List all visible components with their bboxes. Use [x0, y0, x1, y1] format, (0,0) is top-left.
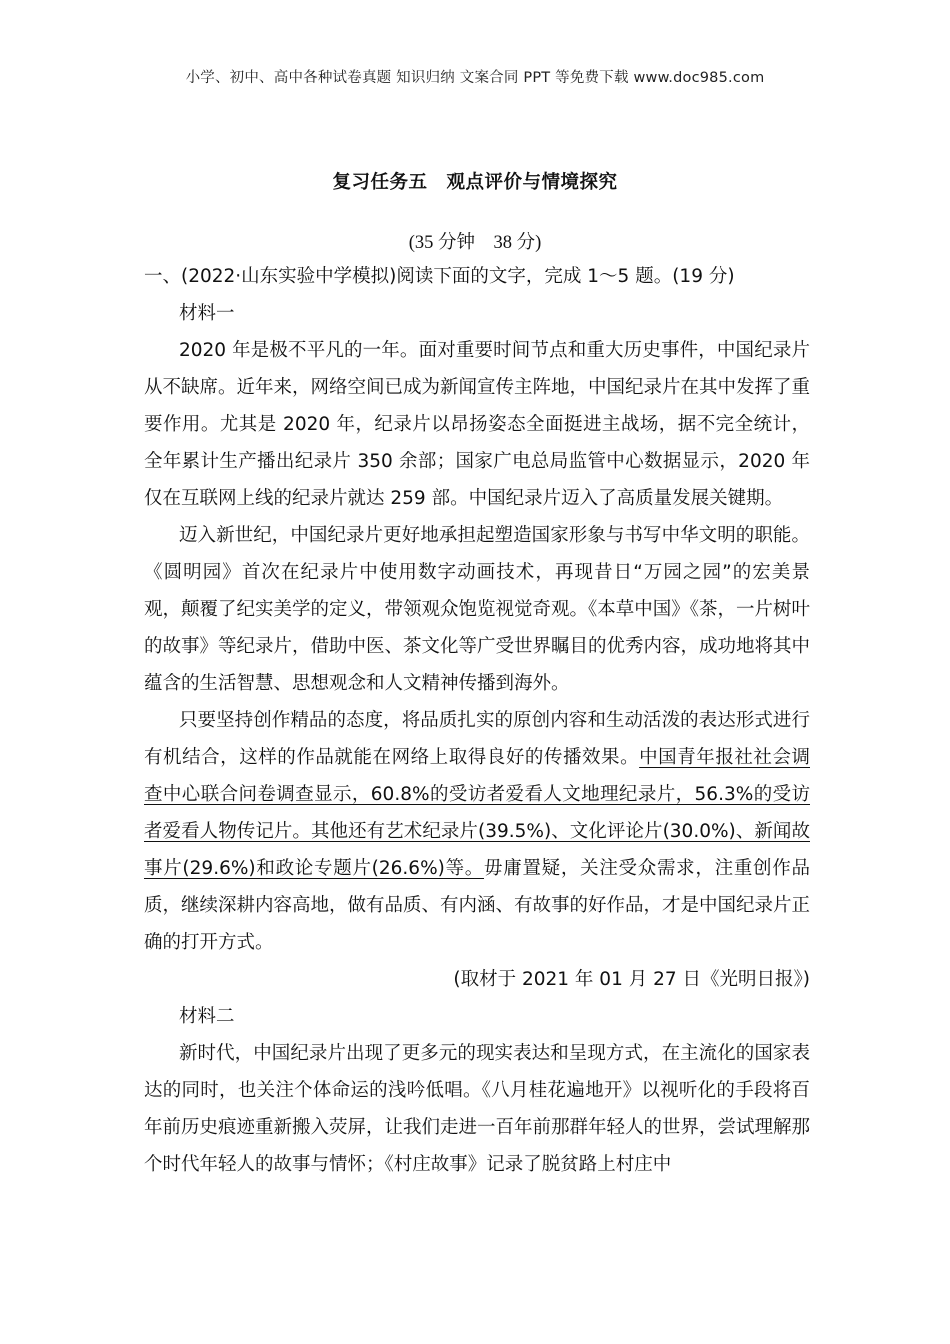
material1-paragraph-3-start: 只要坚持创作精品的态度，将品质扎实的原创内容和生动活泼的表达形式进行有机结合，这样的作品就能在网络上取得良好的传播效果。	[144, 710, 810, 768]
page-title: 复习任务五 观点评价与情境探究	[332, 172, 618, 193]
material1-paragraph-1: 2020 年是极不平凡的一年。面对重要时间节点和重大历史事件，中国纪录片从不缺席。近年来，网络空间已成为新闻宣传主阵地，中国纪录片在其中发挥了重要作用。尤其是 2020 年，纪录片以昂扬姿态全面挺进主战场，据不完全统计，全年累计生产播出纪录片 350 余部；国家广电总局监管中心数据显示，2020 年仅在互联网上线的纪录片就达 259 部。中国纪录片迈入了高质量发展关键期。	[144, 340, 811, 509]
body-text	[144, 258, 810, 1183]
time-score: (35 分钟 38 分)	[408, 233, 542, 253]
material1-label: 材料一	[179, 303, 235, 324]
material1-paragraph-3-end: 毋庸置疑，关注受众需求，注重创作品质，继续深耕内容高地，做有品质、有内涵、有故事的好作品，才是中国纪录片正确的打开方式。	[144, 858, 811, 953]
question-instruction: 一、(2022·山东实验中学模拟)阅读下面的文字，完成 1～5 题。(19 分)	[144, 266, 735, 287]
material1-source: (取材于 2021 年 01 月 27 日《光明日报》)	[453, 969, 810, 990]
material2-label: 材料二	[179, 1006, 235, 1027]
material2-paragraph-1: 新时代，中国纪录片出现了更多元的现实表达和呈现方式，在主流化的国家表达的同时，也关注个体命运的浅吟低唱。《八月桂花遍地开》以视听化的手段将百年前历史痕迹重新搬入荧屏，让我们走进一百年前那群年轻人的世界，尝试理解那个时代年轻人的故事与情怀；《村庄故事》记录了脱贫路上村庄中	[144, 1043, 811, 1175]
header-note: 小学、初中、高中各种试卷真题 知识归纳 文案合同 PPT 等免费下载 www.doc985.com	[185, 70, 765, 86]
material1-paragraph-2: 迈入新世纪，中国纪录片更好地承担起塑造国家形象与书写中华文明的职能。《圆明园》首次在纪录片中使用数字动画技术，再现昔日“万园之园”的宏美景观，颠覆了纪实美学的定义，带领观众饱览视觉奇观。《本草中国》《茶，一片树叶的故事》等纪录片，借助中医、茶文化等广受世界瞩目的优秀内容，成功地将其中蕴含的生活智慧、思想观念和人文精神传播到海外。	[144, 525, 811, 694]
material1-paragraph-3	[144, 702, 810, 961]
material1-underlined-survey: 中国青年报社社会调查中心联合问卷调查显示，60.8%的受访者爱看人文地理纪录片，56.3%的受访者爱看人物传记片。其他还有艺术纪录片(39.5%)、文化评论片(30.0%)、新闻故事片(29.6%)和政论专题片(26.6%)等。	[144, 747, 810, 879]
